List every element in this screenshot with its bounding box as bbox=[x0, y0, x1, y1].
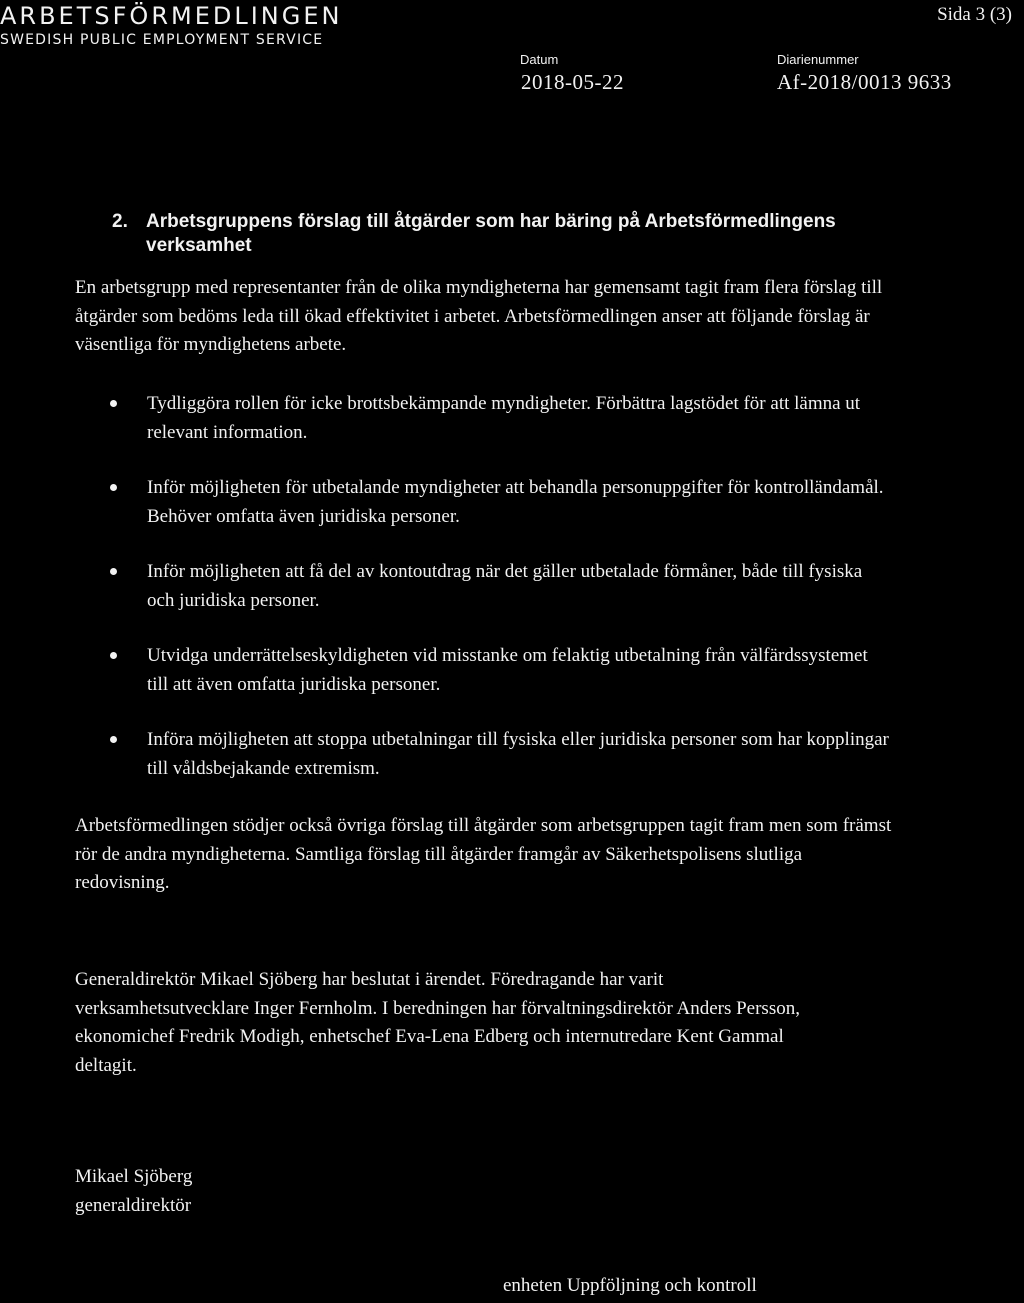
list-item-text: Tydliggöra rollen för icke brottsbekämpande myndigheter. Förbättra lagstödet för att lämna ut relevant information. bbox=[147, 393, 861, 443]
registration-number-value: Af-2018/0013 9633 bbox=[777, 70, 952, 94]
footer-unit: enheten Uppföljning och kontroll bbox=[503, 1275, 757, 1296]
list-item bbox=[110, 557, 890, 615]
decision-paragraph: Generaldirektör Mikael Sjöberg har beslutat i ärendet. Föredragande har varit verksamhetsutvecklare Inger Fernholm. I beredningen har förvaltningsdirektör Anders Persson, ekonomichef Fredrik Modigh, enhetschef Eva-Lena Edberg och internutredare Kent Gammal deltagit. bbox=[75, 969, 800, 1076]
bullet-icon bbox=[110, 400, 117, 407]
list-item-text: Inför möjligheten för utbetalande myndigheter att behandla personuppgifter för kontrolländamål. Behöver omfatta även juridiska personer. bbox=[147, 477, 884, 527]
bullet-icon bbox=[110, 568, 117, 575]
section-title: Arbetsgruppens förslag till åtgärder som har bäring på Arbetsförmedlingens verksamhet bbox=[146, 211, 836, 256]
signature-block bbox=[75, 1162, 192, 1220]
list-item bbox=[110, 473, 890, 531]
signatory-name: Mikael Sjöberg bbox=[75, 1166, 193, 1187]
intro-paragraph: En arbetsgrupp med representanter från de olika myndigheterna har gemensamt tagit fram flera förslag till åtgärder som bedöms leda till ökad effektivitet i arbetet. Arbetsförmedlingen anser att följande förslag är väsentliga för myndighetens arbete. bbox=[75, 277, 883, 355]
bullet-icon bbox=[110, 736, 117, 743]
registration-number-label: Diarienummer bbox=[777, 52, 859, 67]
org-logo bbox=[0, 2, 342, 49]
section-number: 2. bbox=[112, 211, 128, 232]
bullet-icon bbox=[110, 484, 117, 491]
list-item-text: Införa möjligheten att stoppa utbetalningar till fysiska eller juridiska personer som har kopplingar till våldsbejakande extremism. bbox=[147, 729, 889, 779]
page-number: Sida 3 (3) bbox=[937, 4, 1012, 25]
date-label: Datum bbox=[520, 52, 559, 67]
signatory-title: generaldirektör bbox=[75, 1195, 192, 1216]
list-item-text: Inför möjligheten att få del av kontoutdrag när det gäller utbetalade förmåner, både till fysiska och juridiska personer. bbox=[147, 561, 863, 611]
org-subtitle: SWEDISH PUBLIC EMPLOYMENT SERVICE bbox=[0, 32, 324, 48]
proposal-list bbox=[110, 389, 890, 809]
list-item bbox=[110, 641, 890, 699]
date-value: 2018-05-22 bbox=[521, 70, 624, 94]
list-item-text: Utvidga underrättelseskyldigheten vid misstanke om felaktig utbetalning från välfärdssystemet till att även omfatta juridiska personer. bbox=[147, 645, 868, 695]
org-name: ARBETSFÖRMEDLINGEN bbox=[0, 2, 343, 30]
list-item bbox=[110, 389, 890, 447]
bullet-icon bbox=[110, 652, 117, 659]
support-paragraph: Arbetsförmedlingen stödjer också övriga förslag till åtgärder som arbetsgruppen tagit fram men som främst rör de andra myndigheterna. Samtliga förslag till åtgärder framgår av Säkerhetspolisens slutliga redovisning. bbox=[75, 815, 892, 893]
list-item bbox=[110, 725, 890, 783]
